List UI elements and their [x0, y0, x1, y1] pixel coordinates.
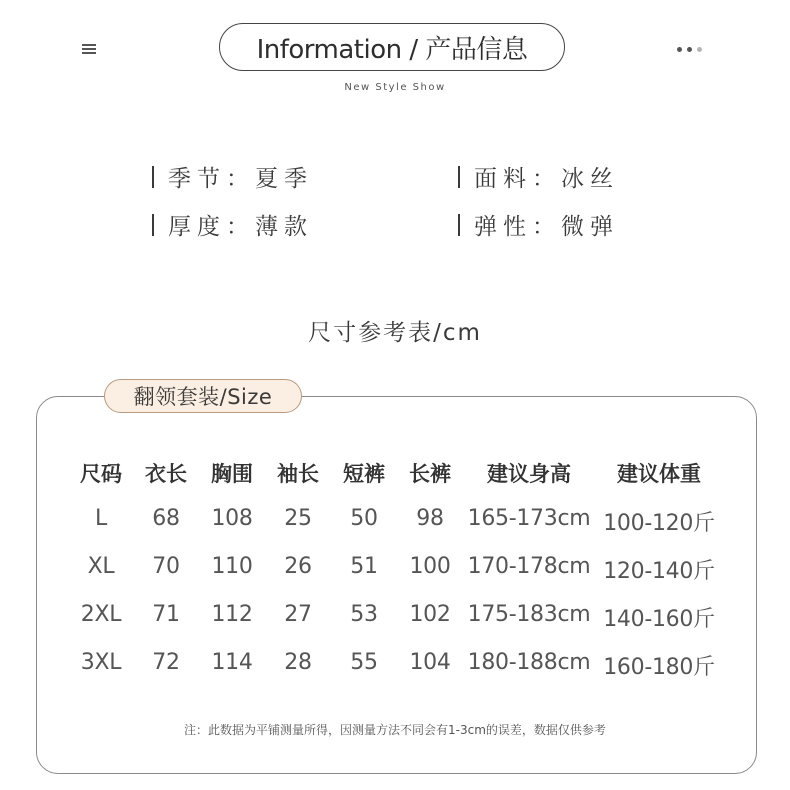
attribute-colon: ： [226, 214, 255, 240]
attribute-label: 弹性 [474, 214, 532, 240]
table-cell: 50 [350, 506, 378, 531]
size-chart-title: 尺寸参考表/cm [308, 320, 482, 346]
column-header: 袖长 [277, 462, 319, 486]
table-cell: XL [87, 554, 115, 579]
attribute-label: 面料 [474, 166, 532, 192]
column-header: 胸围 [211, 462, 253, 486]
table-cell: 55 [350, 650, 378, 675]
hamburger-menu-icon[interactable] [82, 44, 96, 55]
table-cell: 27 [284, 602, 312, 627]
attribute-label: 季节 [168, 166, 226, 192]
page-title [219, 23, 565, 71]
measurement-note: 注：此数据为平铺测量所得，因测量方法不同会有1-3cm的误差，数据仅供参考 [184, 723, 606, 737]
column-header: 长裤 [409, 462, 451, 486]
table-cell: 102 [409, 602, 451, 627]
table-cell: 120-140斤 [603, 559, 715, 584]
attribute-value: 薄款 [255, 214, 313, 240]
attribute-fabric [458, 160, 619, 193]
table-cell: 170-178cm [467, 554, 591, 579]
table-cell: 72 [152, 650, 180, 675]
table-cell: 175-183cm [467, 602, 591, 627]
attribute-value: 微弹 [561, 214, 619, 240]
attribute-season [152, 160, 313, 193]
table-cell: 110 [211, 554, 253, 579]
attribute-value: 冰丝 [561, 166, 619, 192]
column-header: 尺码 [80, 462, 122, 486]
size-chart-panel [36, 396, 757, 774]
table-cell: 180-188cm [467, 650, 591, 675]
table-cell: 104 [409, 650, 451, 675]
table-cell: 108 [211, 506, 253, 531]
table-cell: 25 [284, 506, 312, 531]
attribute-colon: ： [226, 166, 255, 192]
three-dots-icon[interactable] [677, 47, 702, 52]
size-chart-tag: 翻领套装/Size [104, 379, 302, 413]
table-cell: 26 [284, 554, 312, 579]
attribute-thickness [152, 208, 313, 241]
table-cell: 53 [350, 602, 378, 627]
table-cell: 51 [350, 554, 378, 579]
table-cell: 100-120斤 [603, 511, 715, 536]
attribute-elasticity [458, 208, 619, 241]
divider-bar [152, 166, 154, 188]
column-header: 短裤 [343, 462, 385, 486]
table-cell: 112 [211, 602, 253, 627]
table-cell: L [95, 506, 107, 531]
table-cell: 71 [152, 602, 180, 627]
page-subtitle: New Style Show [344, 82, 446, 93]
table-cell: 98 [416, 506, 444, 531]
table-cell: 160-180斤 [603, 655, 715, 680]
attribute-colon: ： [532, 166, 561, 192]
table-cell: 165-173cm [467, 506, 591, 531]
attribute-label: 厚度 [168, 214, 226, 240]
attribute-colon: ： [532, 214, 561, 240]
table-cell: 3XL [80, 650, 122, 675]
attribute-value: 夏季 [255, 166, 313, 192]
divider-bar [458, 214, 460, 236]
table-cell: 28 [284, 650, 312, 675]
table-cell: 2XL [80, 602, 122, 627]
table-cell: 68 [152, 506, 180, 531]
table-cell: 140-160斤 [603, 607, 715, 632]
column-header: 衣长 [145, 462, 187, 486]
column-header: 建议身高 [487, 462, 571, 486]
page-title-text: Information / 产品信息 [256, 34, 528, 65]
divider-bar [152, 214, 154, 236]
divider-bar [458, 166, 460, 188]
table-cell: 70 [152, 554, 180, 579]
column-header: 建议体重 [617, 462, 701, 486]
table-cell: 114 [211, 650, 253, 675]
table-cell: 100 [409, 554, 451, 579]
